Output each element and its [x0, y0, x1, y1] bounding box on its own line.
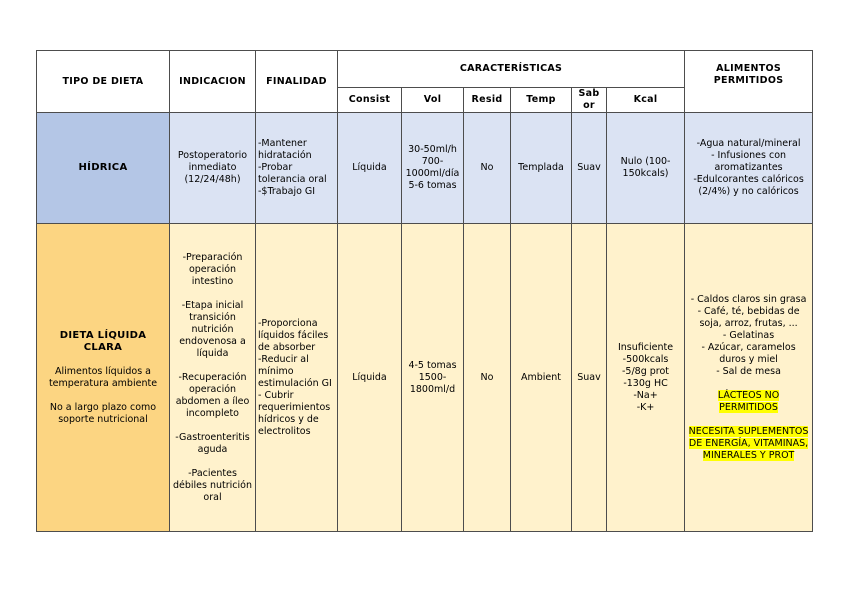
hidrica-alimento-item: - Infusiones con aromatizantes — [711, 150, 787, 173]
clara-indicacion-item: -Pacientes débiles nutrición oral — [172, 467, 252, 503]
clara-vol-item: 4-5 tomas — [408, 359, 457, 371]
subheader-consist: Consist — [338, 88, 402, 113]
hidrica-finalidad-item: -$Trabajo GI — [258, 186, 316, 197]
hidrica-vol-item: 5-6 tomas — [408, 180, 457, 191]
clara-finalidad-item: -Proporciona líquidos fáciles de absorber — [258, 317, 329, 353]
row-clara — [37, 224, 813, 532]
clara-kcal-item: -K+ — [636, 401, 655, 413]
clara-kcal-item: -Na+ — [633, 389, 658, 401]
hidrica-alimento-item: -Agua natural/mineral — [696, 138, 801, 149]
clara-indicacion-item: -Etapa inicial transición nutrición endovenosa a líquida — [179, 299, 246, 359]
clara-tipo-cell — [37, 224, 170, 532]
suplementos-notice: NECESITA SUPLEMENTOS DE ENERGÍA, VITAMINAS, MINERALES Y PROT — [688, 425, 809, 461]
hidrica-finalidad-item: -Probar tolerancia oral — [258, 162, 327, 185]
subheader-sabor: Sab or — [572, 88, 607, 113]
clara-tipo-note: No a largo plazo como soporte nutricional — [49, 401, 157, 425]
clara-kcal-item: -130g HC — [623, 377, 668, 389]
hidrica-vol-item: 30-50ml/h — [408, 144, 457, 155]
clara-alimento-item: - Gelatinas — [722, 329, 775, 341]
clara-finalidad-cell — [256, 224, 338, 532]
subheader-resid: Resid — [464, 88, 511, 113]
row-hidrica — [37, 113, 813, 224]
clara-tipo-note: Alimentos líquidos a temperatura ambiente — [48, 365, 158, 389]
header-finalidad: FINALIDAD — [256, 51, 338, 113]
clara-consist: Líquida — [338, 224, 402, 532]
diet-table — [36, 50, 813, 532]
header-indicacion: INDICACION — [170, 51, 256, 113]
clara-alimento-item: - Sal de mesa — [716, 365, 781, 377]
hidrica-temp: Templada — [511, 113, 572, 224]
hidrica-alimento-item: -Edulcorantes calóricos (2/4%) y no calóricos — [693, 174, 804, 197]
hidrica-finalidad-item: -Mantener hidratación — [258, 138, 312, 161]
hidrica-indicacion: Postoperatorio inmediato (12/24/48h) — [170, 113, 256, 224]
clara-alimento-item: - Caldos claros sin grasa — [690, 293, 807, 305]
clara-vol-cell — [402, 224, 464, 532]
hidrica-tipo: HÍDRICA — [78, 162, 128, 173]
hidrica-tipo-cell — [37, 113, 170, 224]
clara-indicacion-item: -Recuperación operación abdomen a íleo incompleto — [175, 371, 250, 419]
hidrica-kcal: Nulo (100-150kcals) — [607, 113, 685, 224]
clara-temp: Ambient — [511, 224, 572, 532]
clara-finalidad-item: -Reducir al mínimo estimulación GI — [258, 353, 332, 389]
clara-kcal-item: -5/8g prot — [622, 365, 670, 377]
hidrica-sabor: Suav — [572, 113, 607, 224]
hidrica-vol-item: 700-1000ml/día — [405, 156, 460, 179]
subheader-temp: Temp — [511, 88, 572, 113]
clara-indicacion-cell — [170, 224, 256, 532]
clara-indicacion-item: -Gastroenteritis aguda — [175, 431, 250, 455]
hidrica-alimentos-cell — [685, 113, 813, 224]
header-alimentos: ALIMENTOS PERMITIDOS — [685, 51, 813, 113]
header-row — [37, 51, 813, 88]
hidrica-vol-cell — [402, 113, 464, 224]
clara-kcal-cell — [607, 224, 685, 532]
hidrica-finalidad-cell — [256, 113, 338, 224]
clara-resid: No — [464, 224, 511, 532]
clara-finalidad-item: - Cubrir requerimientos hídricos y de electrolitos — [258, 389, 331, 437]
clara-indicacion-item: -Preparación operación intestino — [182, 251, 243, 287]
clara-alimentos-cell — [685, 224, 813, 532]
clara-sabor: Suav — [572, 224, 607, 532]
subheader-kcal: Kcal — [607, 88, 685, 113]
clara-kcal-item: Insuficiente — [617, 341, 674, 353]
hidrica-resid: No — [464, 113, 511, 224]
clara-vol-item: 1500-1800ml/d — [409, 371, 456, 395]
clara-tipo: DIETA LÍQUIDA CLARA — [59, 329, 147, 353]
clara-alimento-item: - Azúcar, caramelos duros y miel — [701, 341, 796, 365]
subheader-vol: Vol — [402, 88, 464, 113]
lacteos-notice: LÁCTEOS NO PERMITIDOS — [717, 389, 780, 413]
hidrica-consist: Líquida — [338, 113, 402, 224]
header-tipo: TIPO DE DIETA — [37, 51, 170, 113]
clara-kcal-item: -500kcals — [622, 353, 669, 365]
clara-alimento-item: - Café, té, bebidas de soja, arroz, frutas, ... — [697, 305, 800, 329]
header-caracteristicas: CARACTERÍSTICAS — [338, 51, 685, 88]
